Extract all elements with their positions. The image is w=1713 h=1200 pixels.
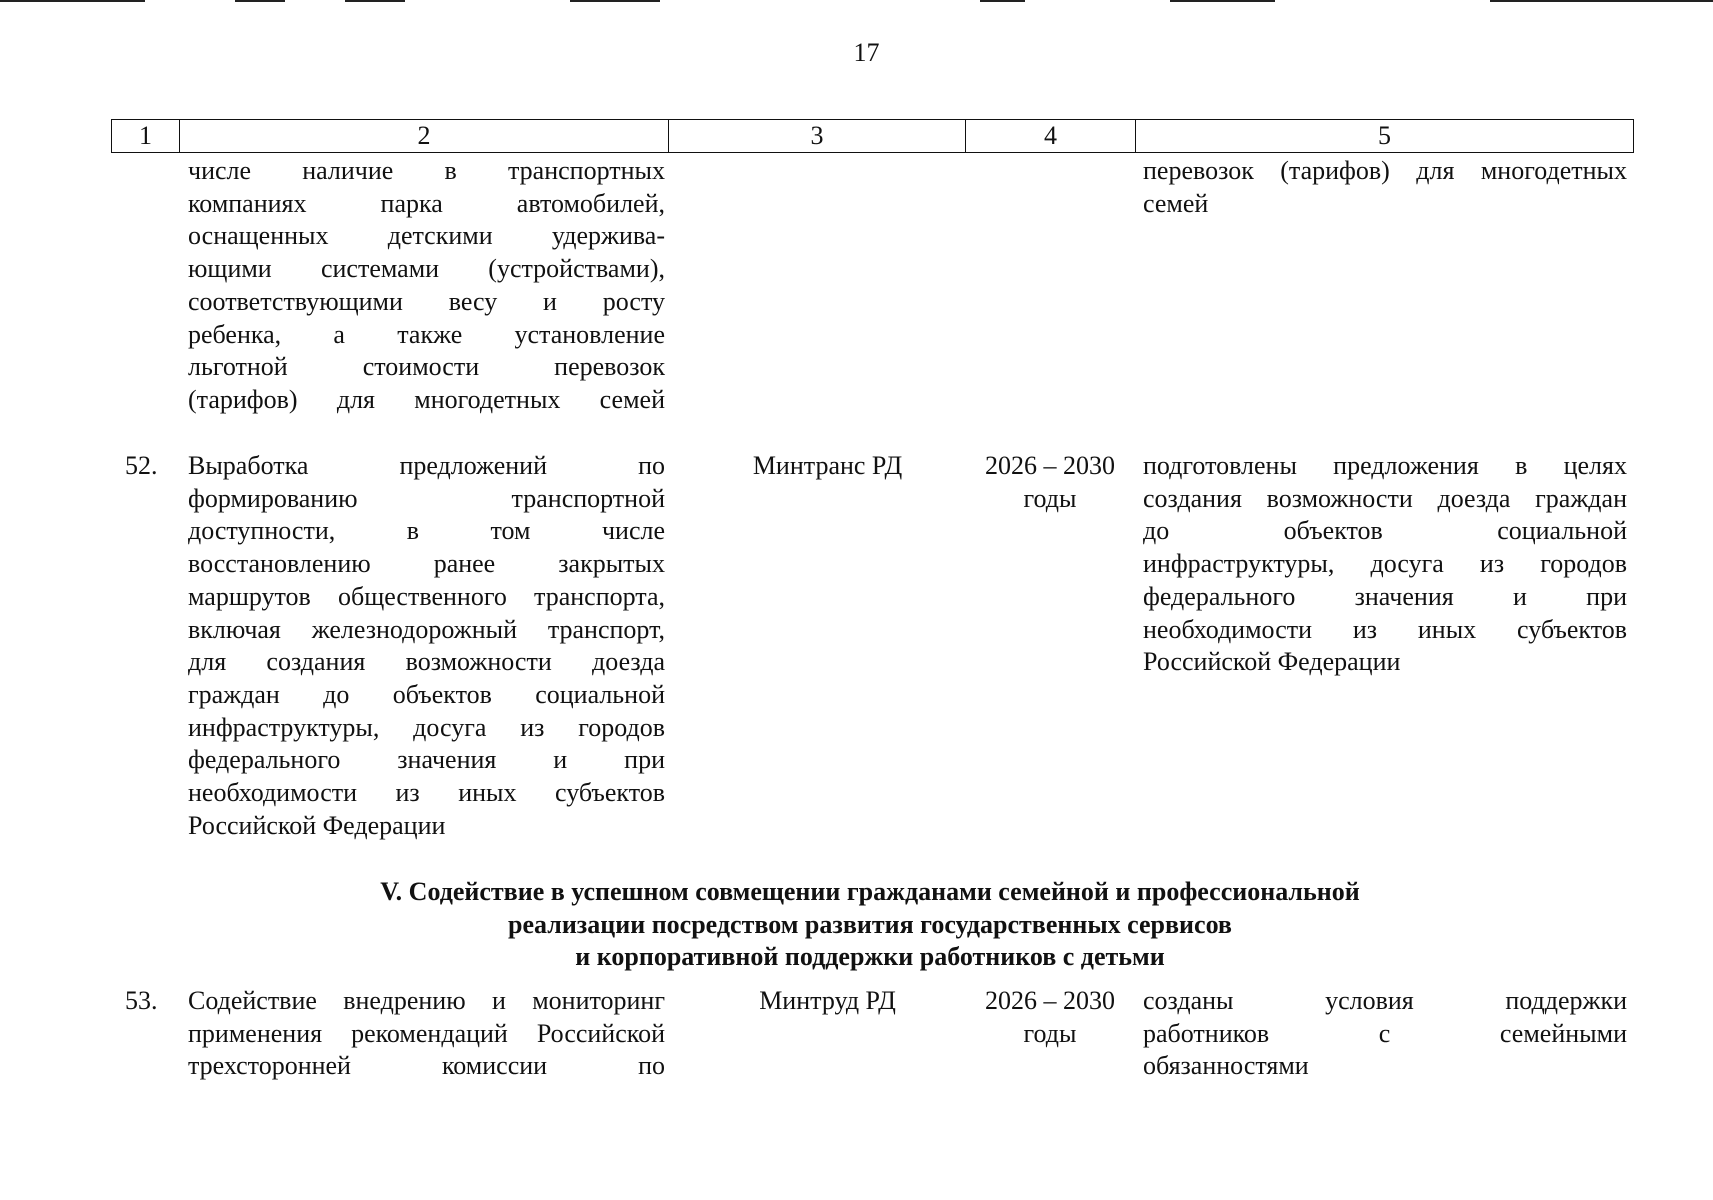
table-header-row (111, 119, 1634, 153)
continuation-description (188, 155, 665, 417)
text-line: ребенка, а также установление (188, 319, 665, 349)
text-line: Российской Федерации (188, 810, 446, 840)
text-line: федерального значения и при (1143, 581, 1627, 611)
text-line: Российской Федерации (1143, 647, 1401, 677)
scan-artifact-line (0, 0, 145, 2)
text-line: необходимости из иных субъектов (1143, 614, 1627, 644)
period-word: годы (1023, 1018, 1077, 1048)
text-line: федерального значения и при (188, 745, 665, 775)
text-line: формированию транспортной (188, 483, 665, 513)
text-line: инфраструктуры, досуга из городов (188, 712, 665, 742)
scan-artifact-line (345, 0, 405, 2)
text-line: доступности, в том числе (188, 516, 665, 546)
column-header-5: 5 (1378, 121, 1391, 150)
column-header-2: 2 (180, 120, 669, 152)
text-line: Содействие внедрению и мониторинг (188, 986, 665, 1015)
scan-artifact-line (235, 0, 285, 2)
section-title-line: и корпоративной поддержки работников с детьми (575, 942, 1165, 971)
text-line: созданы условия поддержки (1143, 986, 1627, 1015)
section-title-line: реализации посредством развития государственных сервисов (508, 909, 1232, 939)
period-years: 2026 – 2030 (985, 451, 1115, 480)
text-line: работников с семейными (1143, 1018, 1627, 1048)
text-line: ющими системами (устройствами), (188, 254, 665, 284)
column-header-4: 4 (966, 120, 1136, 152)
row-52-result (1143, 450, 1627, 679)
text-line: создания возможности доезда граждан (1143, 483, 1627, 513)
row-52-number: 52. (125, 451, 158, 480)
text-line: семей (1143, 188, 1209, 218)
text-line: (тарифов) для многодетных семей (188, 384, 665, 414)
text-line: для создания возможности доезда (188, 647, 665, 677)
row-53-description (188, 985, 665, 1083)
scan-artifact-line (1170, 0, 1275, 2)
row-53-responsible: Минтруд РД (759, 986, 896, 1015)
scan-artifact-line (1490, 0, 1713, 2)
text-line: перевозок (тарифов) для многодетных (1143, 156, 1627, 185)
section-title (180, 876, 1560, 974)
row-53-period (974, 985, 1126, 1050)
period-years: 2026 – 2030 (985, 986, 1115, 1015)
text-line: необходимости из иных субъектов (188, 778, 665, 808)
row-52-period (974, 450, 1126, 515)
text-line: до объектов социальной (1143, 516, 1627, 546)
text-line: трехсторонней комиссии по (188, 1051, 665, 1081)
text-line: оснащенных детскими удержива- (188, 221, 665, 251)
continuation-result (1143, 155, 1627, 220)
text-line: инфраструктуры, досуга из городов (1143, 549, 1627, 579)
row-52-description (188, 450, 665, 842)
page-number: 17 (853, 38, 880, 67)
row-53-number: 53. (125, 986, 158, 1015)
text-line: восстановлению ранее закрытых (188, 549, 665, 579)
period-word: годы (1023, 483, 1077, 513)
text-line: обязанностями (1143, 1051, 1309, 1081)
text-line: числе наличие в транспортных (188, 156, 665, 185)
text-line: соответствующими весу и росту (188, 286, 665, 316)
column-header-1: 1 (112, 120, 180, 152)
row-53-result (1143, 985, 1627, 1083)
scan-artifact-line (570, 0, 660, 2)
text-line: льготной стоимости перевозок (188, 352, 665, 382)
text-line: маршрутов общественного транспорта, (188, 581, 665, 611)
section-title-line: V. Содействие в успешном совмещении гражданами семейной и профессиональной (380, 877, 1360, 906)
text-line: Выработка предложений по (188, 451, 665, 480)
text-line: подготовлены предложения в целях (1143, 451, 1627, 480)
text-line: включая железнодорожный транспорт, (188, 614, 665, 644)
row-52-responsible: Минтранс РД (752, 451, 903, 480)
text-line: компаниях парка автомобилей, (188, 188, 665, 218)
scan-artifact-line (980, 0, 1025, 2)
text-line: применения рекомендаций Российской (188, 1018, 665, 1048)
text-line: граждан до объектов социальной (188, 679, 665, 709)
column-header-3: 3 (669, 120, 966, 152)
